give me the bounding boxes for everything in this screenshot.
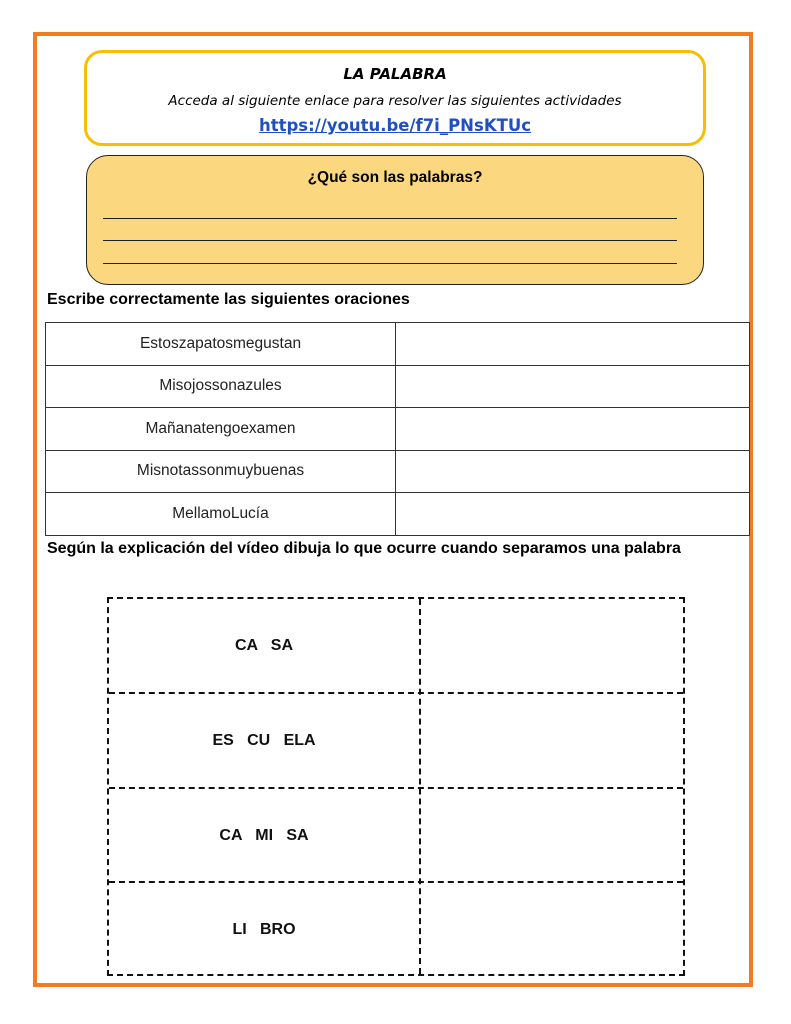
sentence-answer-cell[interactable] bbox=[396, 323, 750, 366]
syllable-word: ES CU ELA bbox=[212, 732, 316, 749]
sentence-prompt: MellamoLucía bbox=[46, 493, 396, 536]
table-row bbox=[46, 408, 750, 451]
question-box bbox=[86, 155, 704, 285]
table-row bbox=[46, 493, 750, 536]
syllable-grid bbox=[107, 597, 685, 976]
sentence-prompt: Misnotassonmuybuenas bbox=[46, 450, 396, 493]
table-row bbox=[46, 450, 750, 493]
video-link[interactable]: https://youtu.be/f7i_PNsKTUc bbox=[258, 116, 532, 135]
answer-line-2[interactable] bbox=[103, 240, 677, 241]
sentence-prompt: Estoszapatosmegustan bbox=[46, 323, 396, 366]
syllable-word: LI BRO bbox=[232, 921, 296, 938]
section-title-syllables: Según la explicación del vídeo dibuja lo que ocurre cuando separamos una palabra bbox=[47, 540, 681, 557]
sentence-prompt: Mañanatengoexamen bbox=[46, 408, 396, 451]
header-box bbox=[84, 50, 706, 146]
sentence-answer-cell[interactable] bbox=[396, 450, 750, 493]
answer-line-3[interactable] bbox=[103, 263, 677, 264]
worksheet-title: LA PALABRA bbox=[343, 65, 447, 83]
sentences-table bbox=[45, 322, 750, 536]
question-title: ¿Qué son las palabras? bbox=[307, 169, 483, 186]
syllable-word: CA SA bbox=[234, 637, 294, 654]
table-row bbox=[46, 323, 750, 366]
sentence-prompt: Misojossonazules bbox=[46, 365, 396, 408]
sentence-answer-cell[interactable] bbox=[396, 493, 750, 536]
sentence-answer-cell[interactable] bbox=[396, 365, 750, 408]
syllable-word: CA MI SA bbox=[219, 827, 309, 844]
sentence-answer-cell[interactable] bbox=[396, 408, 750, 451]
table-row bbox=[46, 365, 750, 408]
answer-line-1[interactable] bbox=[103, 218, 677, 219]
section-title-sentences: Escribe correctamente las siguientes oraciones bbox=[47, 291, 410, 308]
instructions-text: Acceda al siguiente enlace para resolver las siguientes actividades bbox=[168, 93, 622, 109]
